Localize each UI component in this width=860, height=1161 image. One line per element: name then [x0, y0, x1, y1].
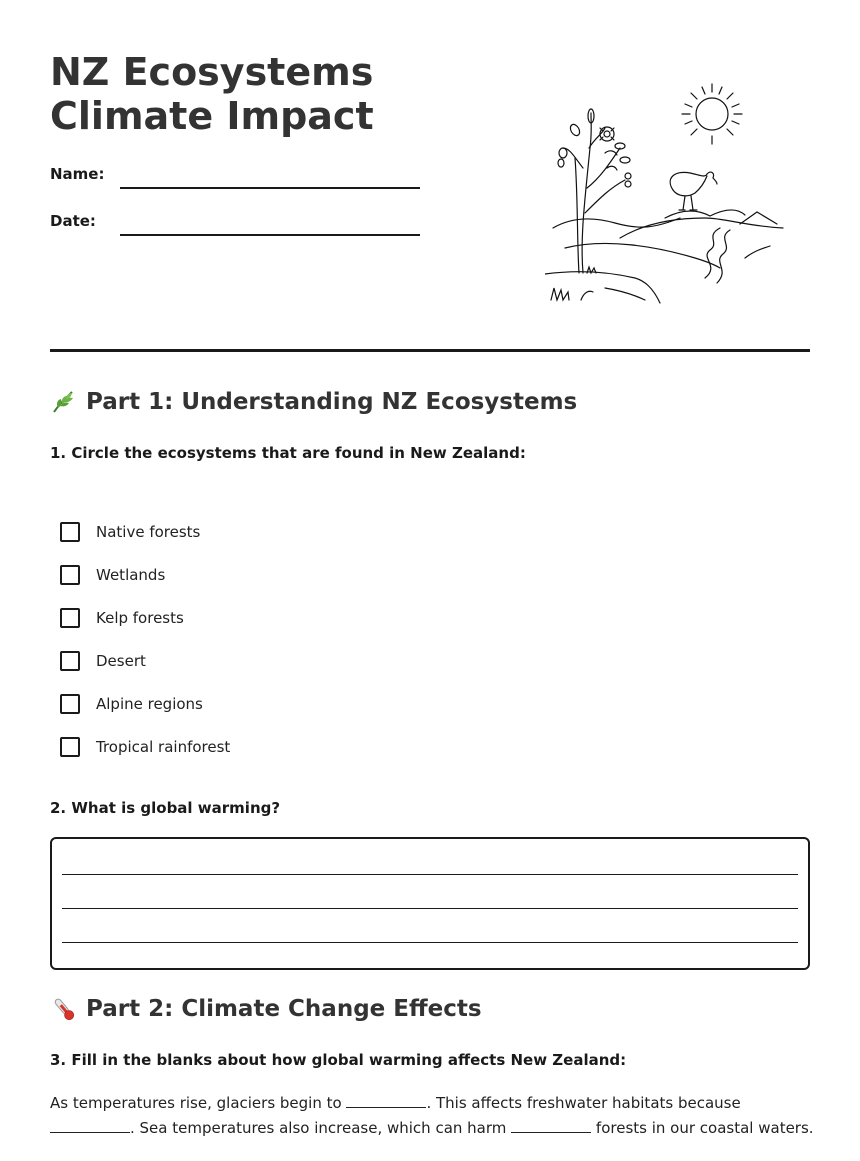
hills-drawing	[545, 210, 783, 303]
name-field[interactable]	[120, 187, 420, 189]
part2-heading	[50, 995, 482, 1023]
question-1: 1. Circle the ecosystems that are found in New Zealand:	[50, 444, 526, 462]
checkbox-label: Alpine regions	[96, 694, 203, 713]
answer-line	[62, 942, 798, 943]
answer-line	[62, 874, 798, 875]
date-field[interactable]	[120, 234, 420, 236]
checkbox-label: Tropical rainforest	[96, 737, 231, 756]
answer-box[interactable]	[50, 837, 810, 970]
list-item	[60, 682, 230, 725]
date-label: Date:	[50, 212, 96, 230]
checkbox[interactable]	[60, 608, 80, 628]
checkbox-label: Desert	[96, 651, 146, 670]
checkbox[interactable]	[60, 737, 80, 757]
kiwi-bird-icon	[670, 172, 717, 210]
fill-text-1: As temperatures rise, glaciers begin to	[50, 1094, 347, 1112]
blank-field[interactable]	[346, 1093, 426, 1108]
list-item	[60, 725, 230, 768]
fill-in-paragraph	[50, 1091, 815, 1141]
leaf-icon	[50, 388, 78, 416]
checkbox-label: Native forests	[96, 522, 201, 541]
blank-field[interactable]	[50, 1118, 130, 1133]
fill-text-3: . Sea temperatures also increase, which can harm	[130, 1119, 512, 1137]
fill-text-4: forests in our coastal waters.	[591, 1119, 814, 1137]
page-title: NZ Ecosystems Climate Impact	[50, 50, 374, 138]
list-item	[60, 596, 230, 639]
checkbox[interactable]	[60, 565, 80, 585]
ecosystem-checklist	[60, 510, 230, 768]
checkbox-label: Wetlands	[96, 565, 166, 584]
part2-title: Part 2: Climate Change Effects	[86, 996, 482, 1022]
list-item	[60, 553, 230, 596]
flax-plant-icon	[558, 109, 631, 273]
blank-field[interactable]	[511, 1118, 591, 1133]
section-divider	[50, 349, 810, 352]
question-3: 3. Fill in the blanks about how global warming affects New Zealand:	[50, 1051, 627, 1069]
part1-title: Part 1: Understanding NZ Ecosystems	[86, 389, 578, 415]
checkbox[interactable]	[60, 522, 80, 542]
thermometer-icon	[50, 995, 78, 1023]
part1-heading	[50, 388, 577, 416]
checkbox[interactable]	[60, 651, 80, 671]
fill-text-2: . This affects freshwater habitats because	[426, 1094, 741, 1112]
question-2: 2. What is global warming?	[50, 799, 281, 817]
checkbox[interactable]	[60, 694, 80, 714]
list-item	[60, 510, 230, 553]
answer-line	[62, 908, 798, 909]
sun-icon	[682, 84, 742, 144]
name-label: Name:	[50, 165, 105, 183]
list-item	[60, 639, 230, 682]
landscape-illustration	[545, 78, 795, 308]
checkbox-label: Kelp forests	[96, 608, 184, 627]
